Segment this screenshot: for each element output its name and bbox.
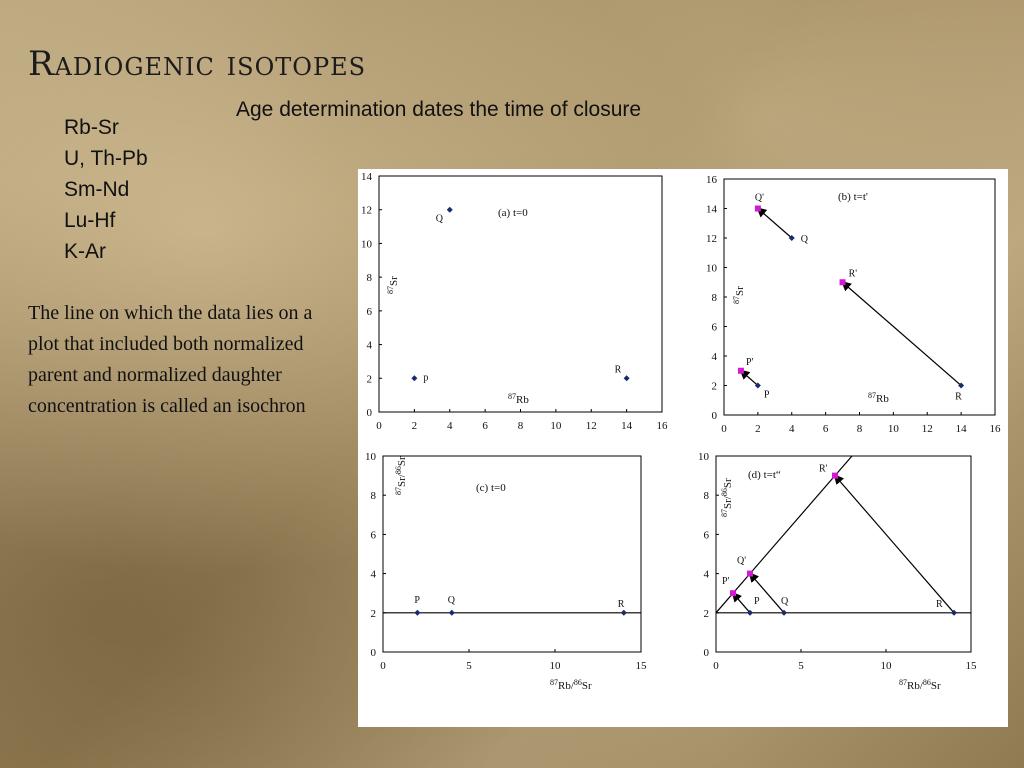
y-tick-label: 8 bbox=[366, 272, 372, 285]
y-tick-label: 10 bbox=[365, 451, 376, 463]
data-point-q bbox=[449, 610, 455, 616]
y-tick-label: 8 bbox=[711, 292, 717, 304]
x-tick-label: 14 bbox=[621, 420, 633, 432]
y-tick-label: 2 bbox=[711, 380, 717, 393]
y-tick-label: 10 bbox=[706, 262, 717, 275]
x-tick-label: 15 bbox=[635, 660, 647, 672]
y-axis-label: $^{87}$Sr/$^{86}$Sr bbox=[394, 456, 408, 495]
decay-arrow bbox=[835, 476, 954, 613]
x-tick-label: 10 bbox=[550, 420, 562, 432]
x-tick-label: 6 bbox=[482, 420, 488, 432]
x-axis-label: $^{87}$Rb/$^{86}$Sr bbox=[550, 678, 592, 692]
decay-arrow bbox=[758, 209, 792, 239]
y-axis-label: $^{87}$Sr/$^{86}$Sr bbox=[720, 478, 734, 517]
y-tick-label: 4 bbox=[370, 568, 376, 581]
y-tick-label: 12 bbox=[361, 204, 372, 217]
y-tick-label: 6 bbox=[711, 321, 717, 334]
x-tick-label: 0 bbox=[721, 423, 727, 435]
method-item: Lu-Hf bbox=[64, 209, 116, 232]
evolved-point bbox=[738, 368, 744, 374]
y-tick-label: 6 bbox=[703, 529, 709, 542]
point-label: R bbox=[614, 364, 622, 376]
panel-label: (b) t=t' bbox=[838, 191, 868, 203]
evolved-point bbox=[755, 206, 761, 212]
x-tick-label: 14 bbox=[955, 423, 967, 435]
evolved-point bbox=[840, 279, 846, 285]
slide-subtitle: Age determination dates the time of closure bbox=[236, 98, 642, 121]
x-tick-label: 0 bbox=[376, 420, 382, 432]
x-tick-label: 10 bbox=[880, 660, 892, 672]
x-tick-label: 0 bbox=[713, 660, 719, 672]
y-tick-label: 2 bbox=[366, 373, 372, 386]
y-axis-label: $^{87}$Sr bbox=[386, 276, 400, 294]
evolved-point bbox=[730, 590, 736, 596]
point-label: Q bbox=[435, 213, 443, 225]
y-tick-label: 8 bbox=[703, 490, 709, 503]
point-label: Q bbox=[781, 595, 789, 607]
y-tick-label: 16 bbox=[706, 174, 717, 186]
panel-label: (c) t=0 bbox=[476, 482, 506, 494]
data-point-q bbox=[447, 207, 453, 213]
panel-label: (a) t=0 bbox=[498, 207, 528, 219]
y-tick-label: 10 bbox=[698, 451, 709, 463]
point-label: R bbox=[955, 391, 962, 403]
decay-arrow bbox=[843, 282, 962, 385]
data-point-r bbox=[624, 375, 630, 381]
panel-d bbox=[698, 451, 977, 692]
point-label: Q bbox=[447, 594, 456, 606]
x-tick-label: 16 bbox=[989, 423, 1001, 435]
y-tick-label: 10 bbox=[361, 238, 372, 251]
x-tick-label: 16 bbox=[656, 420, 668, 432]
evolved-point-label: P' bbox=[722, 576, 730, 588]
x-tick-label: 2 bbox=[755, 423, 761, 435]
point-label: P bbox=[754, 595, 760, 607]
x-tick-label: 15 bbox=[965, 660, 977, 672]
data-point-r bbox=[621, 610, 627, 616]
x-axis-label: $^{87}$Rb/$^{86}$Sr bbox=[899, 678, 941, 692]
evolved-point-label: Q' bbox=[754, 192, 764, 204]
panel-frame bbox=[383, 456, 641, 652]
panel-a bbox=[361, 171, 668, 432]
x-axis-label: $^{87}$Rb bbox=[868, 391, 889, 405]
y-tick-label: 6 bbox=[370, 529, 376, 542]
y-tick-label: 14 bbox=[361, 171, 372, 183]
x-tick-label: 10 bbox=[549, 660, 561, 672]
isochron-figure bbox=[358, 169, 1008, 727]
data-point-p bbox=[411, 375, 417, 381]
x-tick-label: 5 bbox=[798, 660, 804, 672]
y-tick-label: 0 bbox=[703, 647, 709, 659]
decay-arrow bbox=[750, 574, 784, 613]
panel-c bbox=[365, 451, 647, 692]
y-tick-label: 0 bbox=[366, 407, 372, 419]
isochron-line bbox=[716, 456, 852, 613]
point-label: P bbox=[763, 389, 770, 401]
x-tick-label: 5 bbox=[466, 660, 472, 672]
x-axis-label: $^{87}$Rb bbox=[508, 392, 529, 406]
evolved-point bbox=[747, 571, 753, 577]
y-tick-label: 12 bbox=[706, 233, 717, 245]
y-axis-label: $^{87}$Sr bbox=[732, 286, 746, 304]
evolved-point-label: R' bbox=[848, 268, 858, 280]
y-tick-label: 4 bbox=[711, 351, 717, 363]
x-tick-label: 0 bbox=[380, 660, 386, 672]
y-tick-label: 8 bbox=[370, 490, 376, 503]
x-tick-label: 8 bbox=[517, 420, 524, 432]
x-tick-label: 4 bbox=[447, 420, 453, 432]
evolved-point-label: P' bbox=[745, 356, 754, 368]
point-label: R bbox=[617, 598, 625, 610]
data-point-p bbox=[414, 610, 420, 616]
point-label: R bbox=[936, 598, 943, 610]
evolved-point-label: R' bbox=[819, 463, 828, 475]
y-tick-label: 0 bbox=[370, 647, 376, 659]
panel-label: (d) t=t“ bbox=[748, 469, 781, 481]
point-label: P bbox=[414, 594, 420, 606]
x-tick-label: 12 bbox=[921, 423, 933, 435]
point-label: p bbox=[423, 372, 429, 384]
method-item: U, Th-Pb bbox=[64, 147, 148, 170]
y-tick-label: 4 bbox=[366, 339, 372, 352]
x-tick-label: 4 bbox=[789, 423, 795, 435]
y-tick-label: 4 bbox=[703, 568, 709, 581]
evolved-point-label: Q' bbox=[737, 555, 747, 567]
point-label: Q bbox=[800, 234, 808, 245]
y-tick-label: 14 bbox=[706, 203, 717, 216]
y-tick-label: 2 bbox=[370, 607, 376, 620]
x-tick-label: 12 bbox=[585, 420, 597, 432]
x-tick-label: 6 bbox=[822, 423, 829, 435]
x-tick-label: 8 bbox=[856, 423, 863, 435]
isochron-figure-svg bbox=[358, 169, 1008, 727]
method-item: Sm-Nd bbox=[64, 178, 130, 201]
panel-b bbox=[706, 174, 1001, 435]
evolved-point bbox=[832, 473, 838, 479]
method-item: Rb-Sr bbox=[64, 116, 119, 139]
dating-methods-list bbox=[64, 112, 148, 267]
isochron-definition: The line on which the data lies on a plot that included both normalized parent and normalized daughter concentration is called an isochron bbox=[28, 302, 313, 417]
x-tick-label: 10 bbox=[887, 423, 899, 435]
x-tick-label: 2 bbox=[411, 420, 418, 432]
y-tick-label: 0 bbox=[711, 410, 717, 422]
y-tick-label: 2 bbox=[703, 607, 709, 620]
y-tick-label: 6 bbox=[366, 305, 372, 318]
slide-title: Radiogenic isotopes bbox=[28, 44, 367, 84]
method-item: K-Ar bbox=[64, 240, 106, 263]
